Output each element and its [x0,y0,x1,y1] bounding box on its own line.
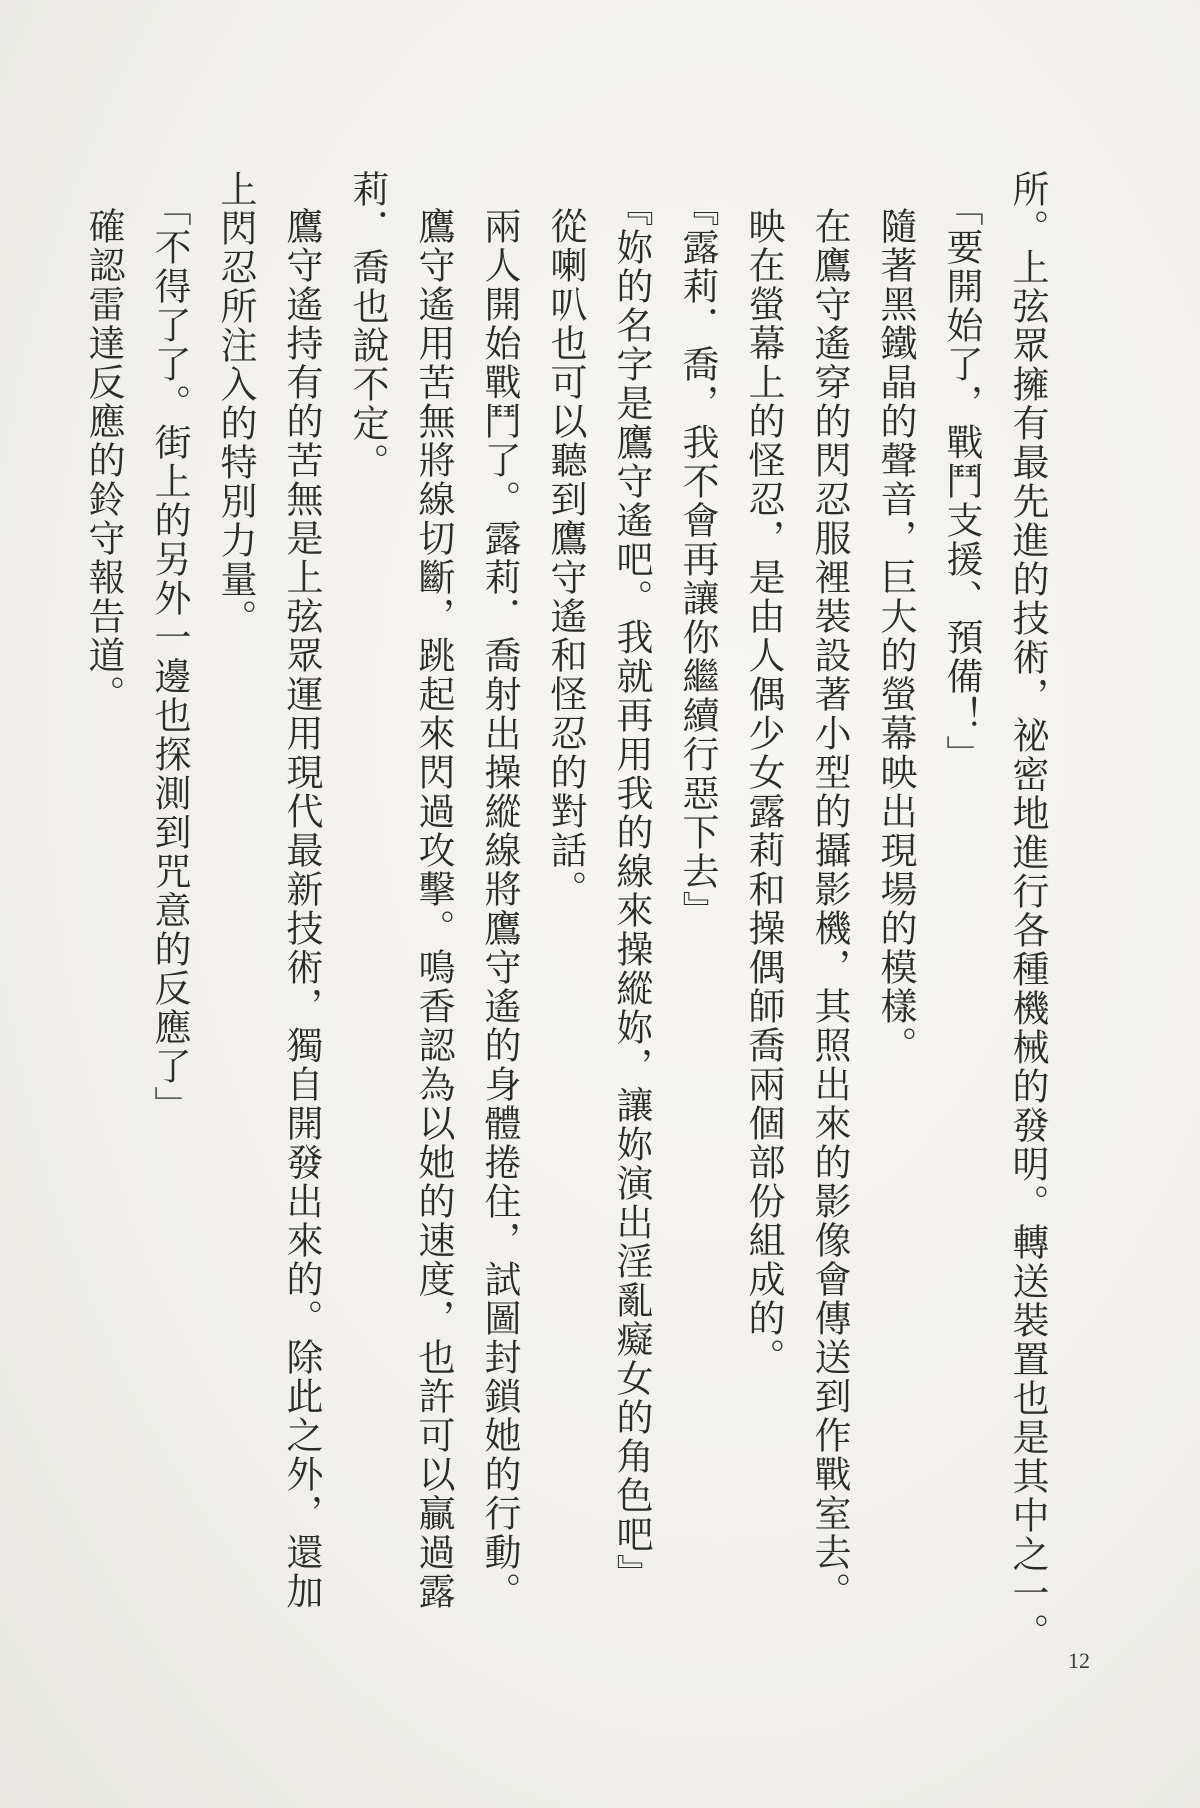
text-line: 所。上弦眾擁有最先進的技術，祕密地進行各種機械的發明。轉送裝置也是其中之一。 [1006,170,1049,1652]
text-line: 「不得了了。街上的另外一邊也探測到咒意的反應了」 [148,188,191,1125]
text-line: 隨著黑鐵晶的聲音，巨大的螢幕映出現場的模樣。 [874,207,917,1065]
text-line: 映在螢幕上的怪忍，是由人偶少女露莉和操偶師喬兩個部份組成的。 [742,207,785,1377]
text-line: 上閃忍所注入的特別力量。 [214,170,257,638]
page-number: 12 [1068,1648,1090,1673]
text-line: 兩人開始戰鬥了。露莉．喬射出操縱線將鷹守遙的身體捲住，試圖封鎖她的行動。 [478,207,521,1611]
text-line: 『露莉．喬，我不會再讓你繼續行惡下去』 [676,188,719,930]
text-line: 從喇叭也可以聽到鷹守遙和怪忍的對話。 [544,207,587,909]
vertical-text-body [70,170,1060,1652]
text-line: 在鷹守遙穿的閃忍服裡裝設著小型的攝影機，其照出來的影像會傳送到作戰室去。 [808,207,851,1611]
text-line: 鷹守遙用苦無將線切斷，跳起來閃過攻擊。鳴香認為以她的速度，也許可以贏過露 [412,207,455,1611]
text-line: 鷹守遙持有的苦無是上弦眾運用現代最新技術，獨自開發出來的。除此之外，還加 [280,207,323,1611]
text-line: 『妳的名字是鷹守遙吧。我就再用我的線來操縱妳，讓妳演出淫亂癡女的角色吧』 [610,188,653,1593]
text-line: 「要開始了，戰鬥支援、預備！」 [940,188,983,774]
text-line: 莉．喬也說不定。 [346,170,389,482]
text-line: 確認雷達反應的鈴守報告道。 [82,207,125,714]
